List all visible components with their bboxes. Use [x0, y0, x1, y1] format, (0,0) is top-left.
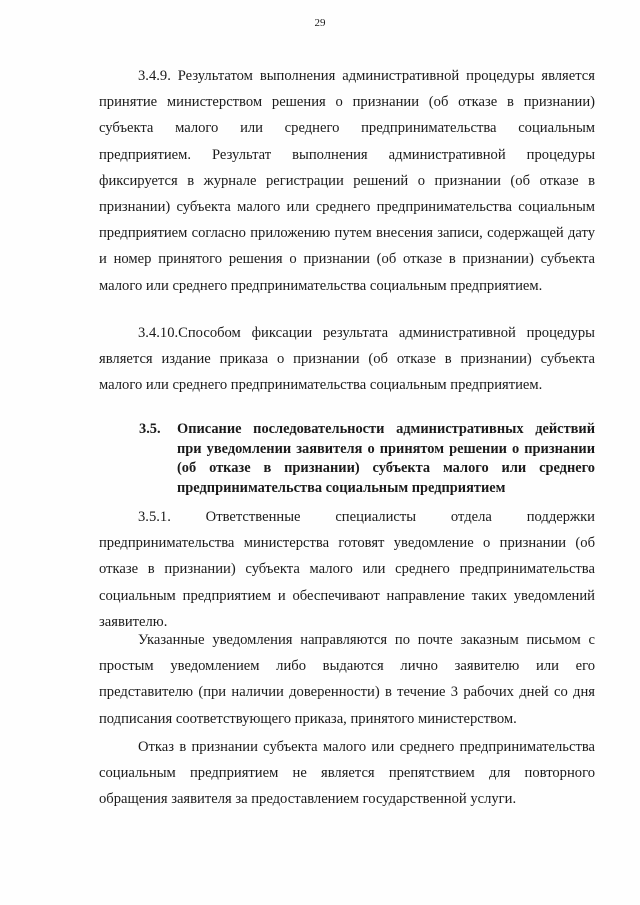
section-number: 3.5. [139, 421, 161, 437]
paragraph-3-4-9: 3.4.9. Результатом выполнения административной процедуры является принятие министерством решения о признании (об отказе в признании) субъекта малого или среднего предпринимательства социальным предприятием. Результат выполнения административной процедуры фиксируется в журнале регистрации решений о признании (об отказе в признании) субъекта малого или среднего предпринимательства социальным предприятием согласно приложению путем внесения записи, содержащей дату и номер принятого решения о признании (об отказе в признании) субъекта малого или среднего предпринимательства социальным предприятием. [99, 68, 595, 294]
paragraph-3-5-1: 3.5.1. Ответственные специалисты отдела поддержки предпринимательства министерства готовят уведомление о признании (об отказе в признании) субъекта малого или среднего предпринимательства социальным предприятием и обеспечивают направление таких уведомлений заявителю. [99, 509, 595, 630]
paragraph-3-4-10: 3.4.10.Способом фиксации результата административной процедуры является издание приказа о признании (об отказе в признании) субъекта малого или среднего предпринимательства социальным предприятием. [99, 325, 595, 394]
section-title: Описание последовательности административных действий при уведомлении заявителя о принятом решении о признании (об отказе в признании) субъекта малого или среднего предпринимательства социальным предприятием [177, 421, 595, 496]
page-number: 29 [314, 17, 326, 29]
paragraph-notification-delivery: Указанные уведомления направляются по почте заказным письмом с простым уведомлением либо выдаются лично заявителю или его представителю (при наличии доверенности) в течение 3 рабочих дней со дня подписания соответствующего приказа, принятого министерством. [99, 632, 595, 727]
paragraph-refusal-note: Отказ в признании субъекта малого или среднего предпринимательства социальным предприятием не является препятствием для повторного обращения заявителя за предоставлением государственной услуги. [99, 739, 595, 808]
section-heading-3-5 [139, 420, 595, 498]
